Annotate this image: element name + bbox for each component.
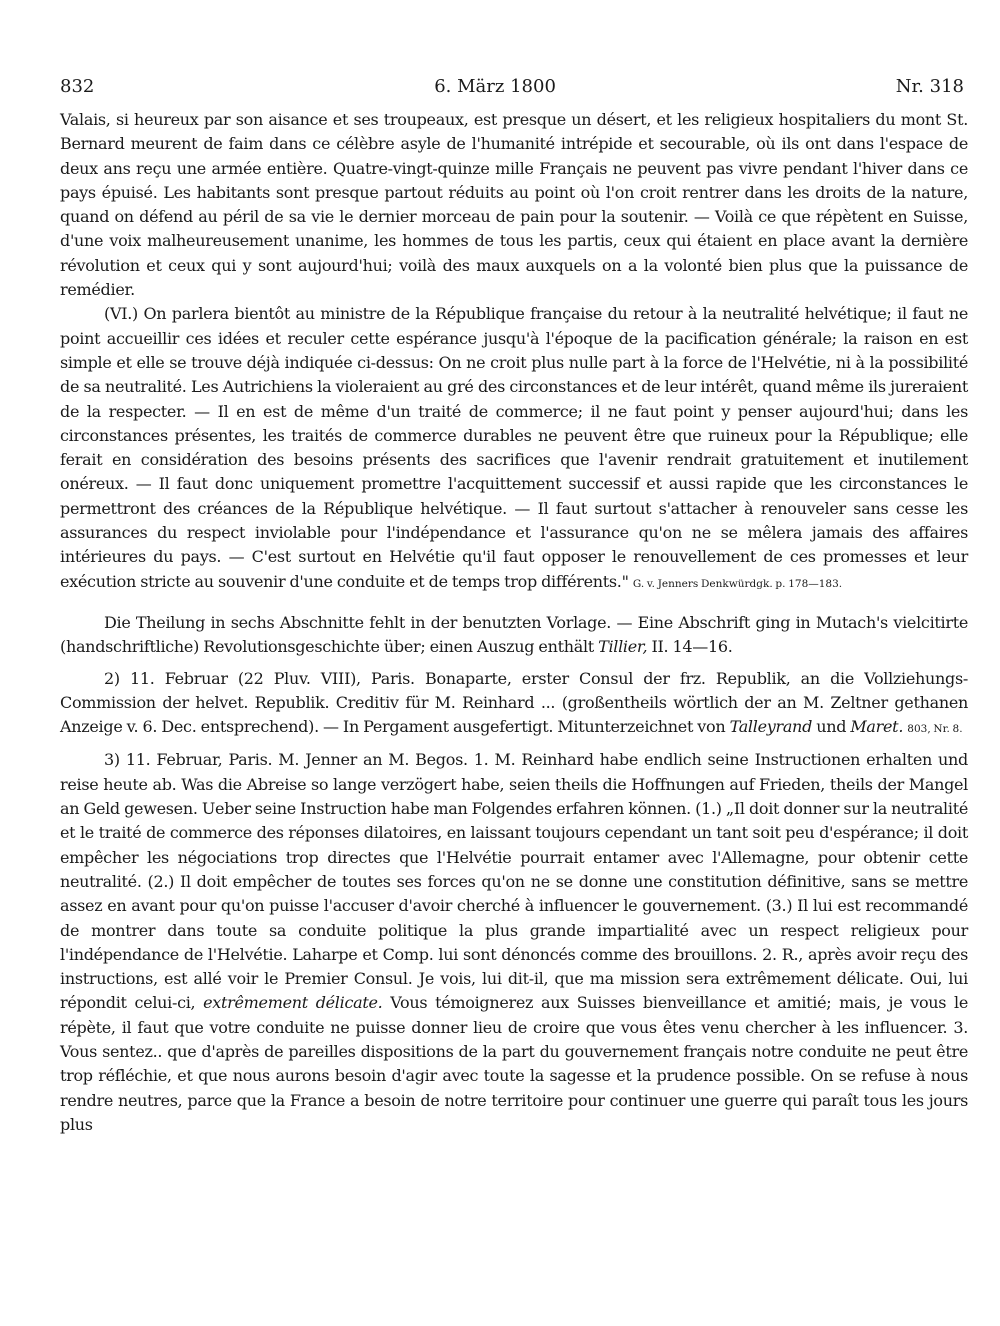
entry-3-paragraph — [60, 748, 968, 1137]
header-date: 6. März 1800 — [434, 76, 556, 97]
note-text-start: Die Theilung in sechs Abschnitte fehlt in der benutzten Vorlage. — Eine Abschrift ging in Mutach's vielcitirte (handschriftliche) Revolutionsgeschichte über; einen Auszug enthält — [60, 612, 968, 657]
running-header — [60, 76, 964, 97]
entry-2-paragraph — [60, 667, 968, 742]
entry-2-italic-maret: Maret. — [850, 717, 904, 737]
entry-2-text: 2) 11. Februar (22 Pluv. VIII), Paris. Bonaparte, erster Consul der frz. Republik, an die Vollziehungs-Commission der helvet. Republik. Creditiv für M. Reinhard ... (großentheils wörtlich der an M. Zeltner gethanen Anzeige v. 6. Dec. entsprechend). — In Pergament ausgefertigt. Mitunterzeichnet von — [60, 668, 968, 737]
note-italic-tillier: Tillier, — [598, 637, 648, 657]
entry-2-text-und: und — [812, 717, 851, 737]
body-text — [60, 108, 968, 1137]
quote-source: G. v. Jenners Denkwürdgk. p. 178—183. — [632, 577, 843, 590]
entry-2-italic-talleyrand: Talleyrand — [729, 717, 813, 737]
quote-paragraph-2-text: (VI.) On parlera bientôt au ministre de la République française du retour à la neutralité helvétique; il faut ne point accueillir ces idées et reculer cette espérance jusqu'à l'époque de la pacification générale; la raison en est simple et elle se trouve déjà indiquée ci-dessus: On ne croit plus nulle part à la force de l'Helvétie, ni à la possibilité de sa neutralité. Les Autrichiens la violeraient au gré des circonstances et de leur intérêt, quand même ils jureraient de la respecter. — Il en est de même d'un traité de commerce; il ne faut point y penser aujourd'hui; dans les circonstances présentes, les traités de commerce durables ne peuvent être que ruineux pour la République; elle ferait en considération des besoins présents des sacrifices que l'avenir rendrait gratuitement et inutilement onéreux. — Il faut donc uniquement promettre l'acquittement successif et aussi rapide que les circonstances le permettront des créances de la République helvétique. — Il faut surtout s'attacher à renouveler sans cesse les assurances du respect inviolable pour l'indépendance et l'assurance qu'on ne se mêlera jamais des affaires intérieures du pays. — C'est surtout en Helvétie qu'il faut opposer le renouvellement de ces promesses et leur exécution stricte au souvenir d'une conduite et de temps trop différents." — [60, 304, 968, 591]
entry-2-reference: 803, Nr. 8. — [907, 723, 963, 736]
note-paragraph — [60, 611, 968, 660]
entry-number: Nr. 318 — [895, 76, 964, 97]
page-number: 832 — [60, 76, 95, 97]
note-text-end: II. 14—16. — [647, 637, 733, 657]
entry-3-text-end: Vous témoignerez aux Suisses bienveillance et amitié; mais, je vous le répète, il faut que votre conduite ne puisse donner lieu de croire que vous êtes venu chercher à les influencer. 3. Vous sentez.. que d'après de pareilles dispositions de la part du gouvernement français notre conduite ne peut être trop réfléchie, et que nous aurons besoin d'agir avec toute la sagesse et la prudence possible. On se refuse à nous rendre neutres, parce que la France a besoin de notre territoire pour continuer une guerre qui paraît tous les jours plus — [60, 993, 968, 1134]
entry-3-text-start: 3) 11. Februar, Paris. M. Jenner an M. Begos. 1. M. Reinhard habe endlich seine Instructionen erhalten und reise heute ab. Was die Abreise so lange verzögert habe, seien theils die Hoffnungen auf Frieden, theils der Mangel an Geld gewesen. Ueber seine Instruction habe man Folgendes erfahren können. (1.) „Il doit donner sur la neutralité et le traité de commerce des réponses dilatoires, en laissant toujours cependant un tant soit peu d'espérance; il doit empêcher les négociations trop directes que l'Helvétie pourrait entamer avec l'Allemagne, pour obtenir cette neutralité. (2.) Il doit empêcher de toutes ses forces qu'on ne se donne une constitution définitive, sans se mettre assez en avant pour qu'on puisse l'accuser d'avoir cherché à influencer le gouvernement. (3.) Il lui est recommandé de montrer dans toute sa conduite politique la plus grande impartialité avec un respect religieux pour l'indépendance de l'Helvétie. Laharpe et Comp. lui sont dénoncés comme des brouillons. 2. R., après avoir reçu des instructions, est allé voir le Premier Consul. Je vois, lui dit-il, que ma mission sera extrêmement délicate. Oui, lui répondit celui-ci, — [60, 750, 968, 1013]
quote-paragraph-2 — [60, 302, 968, 596]
quote-paragraph-1: Valais, si heureux par son aisance et ses troupeaux, est presque un désert, et les religieux hospitaliers du mont St. Bernard meurent de faim dans ce célèbre asyle de l'humanité intrépide et secourable, où ils ont dans l'espace de deux ans reçu une armée entière. Quatre-vingt-quinze mille Français ne peuvent pas vivre pendant l'hiver dans ce pays épuisé. Les habitants sont presque partout réduits au point où l'on croit rentrer dans les droits de la nature, quand on défend au péril de sa vie le dernier morceau de pain pour la soutenir. — Voilà ce que répètent en Suisse, d'une voix malheureusement unanime, les hommes de tous les partis, ceux qui étaient en place avant la dernière révolution et ceux qui y sont aujourd'hui; voilà des maux auxquels on a la volonté bien plus que la puissance de remédier. — [60, 110, 968, 300]
entry-3-italic-delicate: extrêmement délicate. — [203, 993, 383, 1013]
